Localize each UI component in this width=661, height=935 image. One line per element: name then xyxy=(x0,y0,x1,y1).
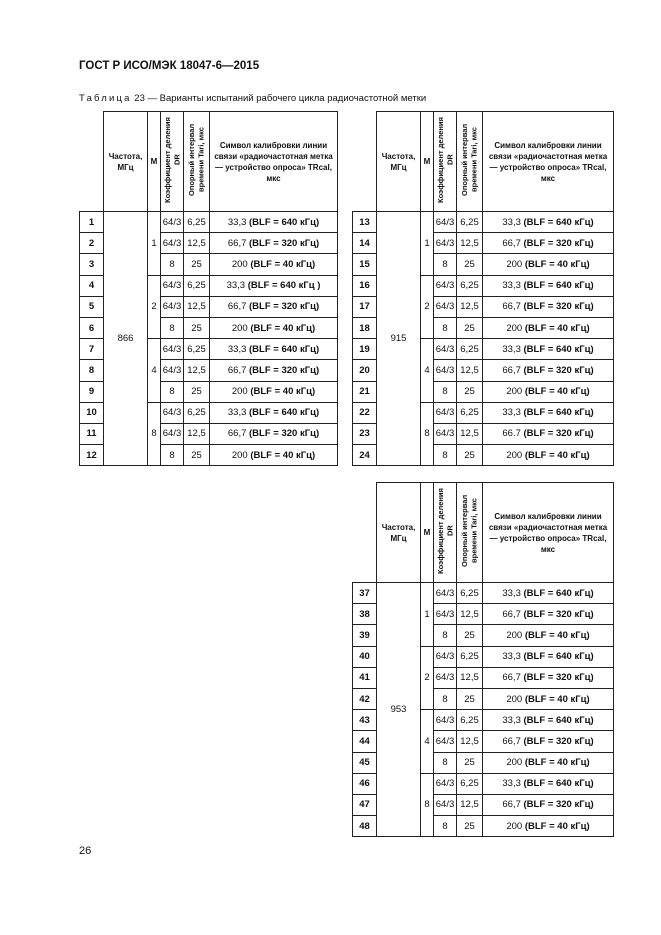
table-row xyxy=(353,583,614,604)
tari-cell: 12,5 xyxy=(457,423,483,444)
header-row xyxy=(353,112,614,212)
dr-cell: 64/3 xyxy=(161,339,184,360)
tari-cell: 25 xyxy=(457,317,483,338)
symbol-blf: (BLF = 320 кГц) xyxy=(523,608,594,620)
row-number: 40 xyxy=(353,646,377,667)
symbol-cell xyxy=(483,254,614,275)
symbol-blf: (BLF = 320 кГц) xyxy=(523,301,594,313)
symbol-value: 33,3 xyxy=(227,407,247,419)
m-cell: 2 xyxy=(421,646,434,710)
dr-cell: 8 xyxy=(434,317,457,338)
symbol-value: 66,7 xyxy=(502,799,521,811)
symbol-value: 66,7 xyxy=(502,237,521,249)
symbol-blf: (BLF = 640 кГц) xyxy=(249,343,320,355)
symbol-blf: (BLF = 640 кГц) xyxy=(523,216,594,228)
tari-cell: 6,25 xyxy=(184,212,210,233)
dr-cell: 64/3 xyxy=(434,360,457,381)
symbol-blf: (BLF = 320 кГц) xyxy=(249,237,320,249)
symbol-blf: (BLF = 40 кГц) xyxy=(524,820,590,832)
dr-cell: 64/3 xyxy=(434,583,457,604)
symbol-value: 33,3 xyxy=(502,651,521,663)
symbol-blf: (BLF = 320 кГц) xyxy=(523,735,594,747)
m-cell: 4 xyxy=(421,710,434,774)
symbol-blf: (BLF = 320 кГц) xyxy=(523,799,594,811)
row-number: 17 xyxy=(353,296,377,317)
symbol-blf: (BLF = 320 кГц) xyxy=(523,428,594,440)
tari-cell: 12,5 xyxy=(457,604,483,625)
symbol-blf: (BLF = 320 кГц) xyxy=(249,428,320,440)
caption-text: 23 — Варианты испытаний рабочего цикла радиочастотной метки xyxy=(134,93,427,104)
symbol-value: 33,3 xyxy=(502,587,521,599)
dr-cell: 64/3 xyxy=(161,275,184,296)
tari-cell: 25 xyxy=(184,254,210,275)
symbol-cell xyxy=(210,275,338,296)
row-number: 21 xyxy=(353,381,377,402)
dr-cell: 64/3 xyxy=(434,212,457,233)
symbol-cell xyxy=(483,667,614,688)
symbol-blf: (BLF = 40 кГц) xyxy=(250,258,316,270)
tari-cell: 25 xyxy=(457,688,483,709)
dr-cell: 64/3 xyxy=(434,233,457,254)
symbol-cell xyxy=(483,423,614,444)
header-m: M xyxy=(148,112,161,212)
symbol-blf: (BLF = 40 кГц) xyxy=(250,386,316,398)
header-index-cell xyxy=(80,112,104,212)
row-number: 39 xyxy=(353,625,377,646)
dr-cell: 64/3 xyxy=(434,339,457,360)
symbol-cell xyxy=(210,402,338,423)
tari-cell: 25 xyxy=(457,816,483,837)
symbol-cell xyxy=(483,296,614,317)
data-table-866 xyxy=(79,111,338,466)
dr-cell: 8 xyxy=(161,381,184,402)
symbol-cell xyxy=(483,583,614,604)
m-cell: 1 xyxy=(421,212,434,276)
row-number: 19 xyxy=(353,339,377,360)
symbol-value: 66,7 xyxy=(227,428,247,440)
symbol-cell xyxy=(483,731,614,752)
symbol-cell xyxy=(483,339,614,360)
tari-cell: 6,25 xyxy=(457,339,483,360)
symbol-value: 66,7 xyxy=(502,364,521,376)
symbol-blf: (BLF = 40 кГц) xyxy=(524,629,590,641)
symbol-blf: (BLF = 640 кГц) xyxy=(249,407,320,419)
m-cell: 8 xyxy=(421,402,434,466)
symbol-blf: (BLF = 40 кГц) xyxy=(524,322,590,334)
dr-cell: 8 xyxy=(434,752,457,773)
symbol-value: 200 xyxy=(506,386,523,398)
row-number: 42 xyxy=(353,688,377,709)
row-number: 11 xyxy=(80,423,104,444)
row-number: 37 xyxy=(353,583,377,604)
symbol-cell xyxy=(210,212,338,233)
tari-cell: 25 xyxy=(184,445,210,466)
tari-cell: 6,25 xyxy=(184,339,210,360)
symbol-blf: (BLF = 320 кГц) xyxy=(249,301,320,313)
header-tari-label: Опорный интервал времени Tari, мкс xyxy=(460,123,479,197)
row-number: 24 xyxy=(353,445,377,466)
row-number: 16 xyxy=(353,275,377,296)
tari-cell: 12,5 xyxy=(457,794,483,815)
dr-cell: 64/3 xyxy=(161,423,184,444)
row-number: 38 xyxy=(353,604,377,625)
symbol-cell xyxy=(483,445,614,466)
header-dr xyxy=(161,112,184,212)
m-cell: 8 xyxy=(421,773,434,837)
symbol-cell xyxy=(210,381,338,402)
tari-cell: 6,25 xyxy=(457,275,483,296)
header-dr xyxy=(434,483,457,583)
tari-cell: 25 xyxy=(184,381,210,402)
dr-cell: 8 xyxy=(434,625,457,646)
symbol-cell xyxy=(210,445,338,466)
row-number: 10 xyxy=(80,402,104,423)
row-number: 44 xyxy=(353,731,377,752)
tari-cell: 12,5 xyxy=(184,423,210,444)
symbol-blf: (BLF = 640 кГц ) xyxy=(247,280,321,292)
symbol-cell xyxy=(483,212,614,233)
row-number: 47 xyxy=(353,794,377,815)
row-number: 2 xyxy=(80,233,104,254)
header-tari xyxy=(457,112,483,212)
tari-cell: 25 xyxy=(457,445,483,466)
dr-cell: 64/3 xyxy=(434,710,457,731)
m-cell: 4 xyxy=(148,339,161,403)
symbol-value: 200 xyxy=(231,258,248,270)
header-row xyxy=(353,483,614,583)
caption-label: Таблица xyxy=(79,93,132,104)
row-number: 23 xyxy=(353,423,377,444)
dr-cell: 64/3 xyxy=(434,296,457,317)
symbol-blf: (BLF = 320 кГц) xyxy=(523,364,594,376)
symbol-blf: (BLF = 40 кГц) xyxy=(524,449,590,461)
tari-cell: 6,25 xyxy=(457,646,483,667)
symbol-blf: (BLF = 640 кГц) xyxy=(523,587,594,599)
tari-cell: 6,25 xyxy=(184,402,210,423)
symbol-cell xyxy=(483,710,614,731)
header-tari xyxy=(184,112,210,212)
row-number: 22 xyxy=(353,402,377,423)
table-row xyxy=(80,212,338,233)
tari-cell: 25 xyxy=(184,317,210,338)
symbol-value: 66,7 xyxy=(502,735,521,747)
dr-cell: 64/3 xyxy=(434,731,457,752)
symbol-cell xyxy=(210,360,338,381)
header-tari-label: Опорный интервал времени Tari, мкс xyxy=(187,123,206,197)
symbol-value: 66,7 xyxy=(502,301,521,313)
row-number: 20 xyxy=(353,360,377,381)
symbol-value: 66.7 xyxy=(502,428,521,440)
dr-cell: 64/3 xyxy=(161,360,184,381)
symbol-cell xyxy=(483,688,614,709)
header-symbol: Символ калибровки линии связи «радиочастотная метка — устройство опроса» TRcal, мкс xyxy=(210,112,338,212)
row-number: 46 xyxy=(353,773,377,794)
m-cell: 1 xyxy=(421,583,434,647)
row-number: 5 xyxy=(80,296,104,317)
dr-cell: 8 xyxy=(434,688,457,709)
header-index-cell xyxy=(353,112,377,212)
row-number: 12 xyxy=(80,445,104,466)
tari-cell: 12,5 xyxy=(184,233,210,254)
symbol-value: 200 xyxy=(506,258,523,270)
symbol-cell xyxy=(210,339,338,360)
row-number: 15 xyxy=(353,254,377,275)
symbol-cell xyxy=(210,233,338,254)
dr-cell: 8 xyxy=(434,381,457,402)
symbol-value: 33,3 xyxy=(227,343,247,355)
symbol-cell xyxy=(483,773,614,794)
symbol-value: 33,3 xyxy=(502,407,521,419)
header-row xyxy=(80,112,338,212)
symbol-value: 200 xyxy=(506,322,523,334)
symbol-cell xyxy=(483,317,614,338)
symbol-value: 200 xyxy=(231,386,248,398)
symbol-cell xyxy=(483,752,614,773)
row-number: 43 xyxy=(353,710,377,731)
symbol-blf: (BLF = 40 кГц) xyxy=(524,386,590,398)
symbol-value: 33,3 xyxy=(502,280,521,292)
header-dr-label: Коэффициент деления DR xyxy=(435,488,454,574)
symbol-value: 200 xyxy=(506,820,523,832)
tari-cell: 25 xyxy=(457,752,483,773)
symbol-blf: (BLF = 40 кГц) xyxy=(524,757,590,769)
tari-cell: 12,5 xyxy=(457,731,483,752)
dr-cell: 64/3 xyxy=(434,402,457,423)
frequency-cell: 953 xyxy=(377,583,421,837)
symbol-cell xyxy=(210,317,338,338)
m-cell: 1 xyxy=(148,212,161,276)
header-frequency: Частота, МГц xyxy=(377,483,421,583)
row-number: 9 xyxy=(80,381,104,402)
header-symbol: Символ калибровки линии связи «радиочастотная метка — устройство опроса» TRcal, мкс xyxy=(483,483,614,583)
tari-cell: 12,5 xyxy=(457,233,483,254)
data-table-953 xyxy=(352,482,614,837)
symbol-value: 33,3 xyxy=(502,778,521,790)
m-cell: 2 xyxy=(148,275,161,339)
symbol-cell xyxy=(483,646,614,667)
frequency-cell: 866 xyxy=(104,212,148,466)
document-header: ГОСТ Р ИСО/МЭК 18047-6—2015 xyxy=(79,60,260,72)
symbol-value: 200 xyxy=(506,693,523,705)
symbol-blf: (BLF = 640 кГц) xyxy=(523,343,594,355)
tari-cell: 12,5 xyxy=(184,296,210,317)
symbol-value: 66,7 xyxy=(227,364,247,376)
symbol-value: 33,3 xyxy=(502,343,521,355)
tari-cell: 12,5 xyxy=(457,296,483,317)
dr-cell: 64/3 xyxy=(434,773,457,794)
tari-cell: 6,25 xyxy=(457,710,483,731)
header-dr xyxy=(434,112,457,212)
symbol-blf: (BLF = 320 кГц) xyxy=(523,672,594,684)
symbol-value: 66,7 xyxy=(502,672,521,684)
tari-cell: 12,5 xyxy=(457,360,483,381)
row-number: 14 xyxy=(353,233,377,254)
dr-cell: 8 xyxy=(434,816,457,837)
dr-cell: 64/3 xyxy=(434,646,457,667)
symbol-value: 200 xyxy=(231,449,248,461)
tari-cell: 6,25 xyxy=(457,212,483,233)
symbol-blf: (BLF = 640 кГц) xyxy=(249,216,320,228)
symbol-cell xyxy=(483,381,614,402)
symbol-value: 33,3 xyxy=(502,216,521,228)
tari-cell: 12,5 xyxy=(457,667,483,688)
symbol-blf: (BLF = 40 кГц) xyxy=(250,449,316,461)
symbol-value: 33,3 xyxy=(226,280,246,292)
symbol-blf: (BLF = 640 кГц) xyxy=(523,778,594,790)
dr-cell: 64/3 xyxy=(434,275,457,296)
row-number: 48 xyxy=(353,816,377,837)
symbol-value: 200 xyxy=(506,449,523,461)
row-number: 18 xyxy=(353,317,377,338)
symbol-value: 66,7 xyxy=(227,237,247,249)
symbol-cell xyxy=(483,402,614,423)
page-number: 26 xyxy=(79,845,92,857)
symbol-blf: (BLF = 640 кГц) xyxy=(523,714,594,726)
symbol-cell xyxy=(483,816,614,837)
header-index-cell xyxy=(353,483,377,583)
dr-cell: 64/3 xyxy=(161,233,184,254)
data-table-915 xyxy=(352,111,614,466)
tari-cell: 25 xyxy=(457,381,483,402)
row-number: 7 xyxy=(80,339,104,360)
m-cell: 8 xyxy=(148,402,161,466)
dr-cell: 64/3 xyxy=(434,604,457,625)
symbol-blf: (BLF = 640 кГц) xyxy=(523,280,594,292)
tari-cell: 25 xyxy=(457,254,483,275)
frequency-cell: 915 xyxy=(377,212,421,466)
header-dr-label: Коэффициент деления DR xyxy=(162,117,181,203)
symbol-value: 200 xyxy=(231,322,248,334)
row-number: 6 xyxy=(80,317,104,338)
symbol-blf: (BLF = 320 кГц) xyxy=(523,237,594,249)
dr-cell: 64/3 xyxy=(161,212,184,233)
symbol-cell xyxy=(483,275,614,296)
tari-cell: 6,25 xyxy=(184,275,210,296)
row-number: 45 xyxy=(353,752,377,773)
symbol-blf: (BLF = 640 кГц) xyxy=(523,651,594,663)
symbol-value: 200 xyxy=(506,629,523,641)
row-number: 8 xyxy=(80,360,104,381)
symbol-blf: (BLF = 640 кГц) xyxy=(523,407,594,419)
table-row xyxy=(353,212,614,233)
tari-cell: 6,25 xyxy=(457,583,483,604)
dr-cell: 64/3 xyxy=(161,296,184,317)
tari-cell: 6,25 xyxy=(457,402,483,423)
symbol-value: 66,7 xyxy=(227,301,247,313)
m-cell: 2 xyxy=(421,275,434,339)
dr-cell: 64/3 xyxy=(161,402,184,423)
symbol-cell xyxy=(483,794,614,815)
symbol-blf: (BLF = 320 кГц) xyxy=(249,364,320,376)
tari-cell: 6,25 xyxy=(457,773,483,794)
symbol-blf: (BLF = 40 кГц) xyxy=(524,693,590,705)
symbol-cell xyxy=(483,233,614,254)
m-cell: 4 xyxy=(421,339,434,403)
symbol-cell xyxy=(483,625,614,646)
symbol-value: 200 xyxy=(506,757,523,769)
symbol-blf: (BLF = 40 кГц) xyxy=(524,258,590,270)
symbol-blf: (BLF = 40 кГц) xyxy=(250,322,316,334)
symbol-cell xyxy=(483,360,614,381)
symbol-value: 66,7 xyxy=(502,608,521,620)
header-frequency: Частота, МГц xyxy=(377,112,421,212)
dr-cell: 64/3 xyxy=(434,667,457,688)
header-tari-label: Опорный интервал времени Tari, мкс xyxy=(460,494,479,568)
dr-cell: 8 xyxy=(434,445,457,466)
header-m: M xyxy=(421,483,434,583)
header-tari xyxy=(457,483,483,583)
symbol-cell xyxy=(210,296,338,317)
row-number: 4 xyxy=(80,275,104,296)
header-m: M xyxy=(421,112,434,212)
tari-cell: 25 xyxy=(457,625,483,646)
dr-cell: 64/3 xyxy=(434,794,457,815)
symbol-cell xyxy=(210,423,338,444)
row-number: 13 xyxy=(353,212,377,233)
table-caption xyxy=(79,93,426,104)
header-dr-label: Коэффициент деления DR xyxy=(435,117,454,203)
row-number: 1 xyxy=(80,212,104,233)
symbol-value: 33,3 xyxy=(227,216,247,228)
dr-cell: 8 xyxy=(161,254,184,275)
tari-cell: 12,5 xyxy=(184,360,210,381)
symbol-cell xyxy=(483,604,614,625)
row-number: 3 xyxy=(80,254,104,275)
header-symbol: Символ калибровки линии связи «радиочастотная метка — устройство опроса» TRcal, мкс xyxy=(483,112,614,212)
dr-cell: 8 xyxy=(161,445,184,466)
symbol-value: 33,3 xyxy=(502,714,521,726)
dr-cell: 64/3 xyxy=(434,423,457,444)
header-frequency: Частота, МГц xyxy=(104,112,148,212)
symbol-cell xyxy=(210,254,338,275)
dr-cell: 8 xyxy=(434,254,457,275)
dr-cell: 8 xyxy=(161,317,184,338)
row-number: 41 xyxy=(353,667,377,688)
